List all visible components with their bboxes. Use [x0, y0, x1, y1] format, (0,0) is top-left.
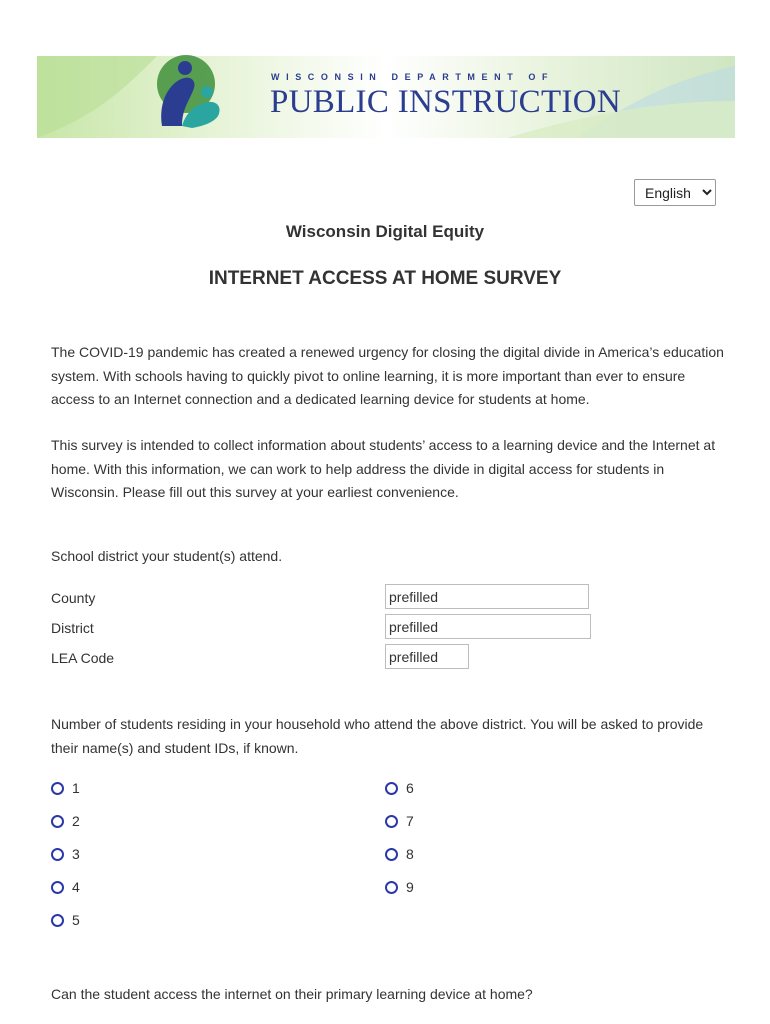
option-label: 7: [406, 813, 414, 829]
intro-paragraph-1: The COVID-19 pandemic has created a renewed urgency for closing the digital divide in America’s education system. With schools having to quickly pivot to online learning, it is more important than ever to ensure access to an Internet connection and a dedicated learning device for students at home.: [51, 344, 724, 407]
option-label: 2: [72, 813, 80, 829]
student-count-option-5[interactable]: [51, 912, 80, 928]
district-question: School district your student(s) attend.: [51, 548, 283, 564]
student-count-option-4[interactable]: [51, 879, 80, 895]
student-count-option-9[interactable]: [385, 879, 414, 895]
option-label: 6: [406, 780, 414, 796]
students-question: Number of students residing in your household who attend the above district. You will be asked to provide their name(s) and student IDs, if known.: [51, 716, 704, 756]
intro-paragraph-2: This survey is intended to collect information about students’ access to a learning device and the Internet at home. With this information, we can work to help address the divide in digital access for students in Wisconsin. Please fill out this survey at your earliest convenience.: [51, 437, 716, 500]
header-banner: [37, 56, 735, 138]
district-field[interactable]: [385, 614, 591, 639]
survey-subtitle: Wisconsin Digital Equity: [285, 222, 485, 241]
option-label: 3: [72, 846, 80, 862]
option-label: 9: [406, 879, 414, 895]
radio-circle-icon[interactable]: [51, 848, 64, 861]
radio-circle-icon[interactable]: [51, 815, 64, 828]
radio-circle-icon[interactable]: [385, 815, 398, 828]
county-field[interactable]: [385, 584, 589, 609]
option-label: 5: [72, 912, 80, 928]
lea-code-field[interactable]: [385, 644, 469, 669]
next-question-partial: Can the student access the internet on their primary learning device at home?: [51, 986, 533, 1002]
option-label: 4: [72, 879, 80, 895]
option-label: 8: [406, 846, 414, 862]
student-count-option-2[interactable]: [51, 813, 80, 829]
radio-circle-icon[interactable]: [51, 914, 64, 927]
dpi-family-logo-icon: [152, 56, 232, 138]
survey-title: INTERNET ACCESS AT HOME SURVEY: [208, 268, 562, 289]
student-count-option-3[interactable]: [51, 846, 80, 862]
student-count-option-6[interactable]: [385, 780, 414, 796]
org-name-main-line: PUBLIC INSTRUCTION: [270, 84, 621, 120]
radio-circle-icon[interactable]: [385, 881, 398, 894]
student-count-option-8[interactable]: [385, 846, 414, 862]
radio-circle-icon[interactable]: [51, 782, 64, 795]
language-select[interactable]: [634, 179, 716, 206]
radio-circle-icon[interactable]: [385, 848, 398, 861]
radio-circle-icon[interactable]: [385, 782, 398, 795]
lea-code-label: LEA Code: [51, 650, 115, 666]
student-count-option-1[interactable]: [51, 780, 80, 796]
county-label: County: [51, 590, 96, 606]
option-label: 1: [72, 780, 80, 796]
radio-circle-icon[interactable]: [51, 881, 64, 894]
district-label: District: [51, 620, 94, 636]
student-count-option-7[interactable]: [385, 813, 414, 829]
org-name-top-line: WISCONSIN DEPARTMENT OF: [271, 72, 555, 82]
